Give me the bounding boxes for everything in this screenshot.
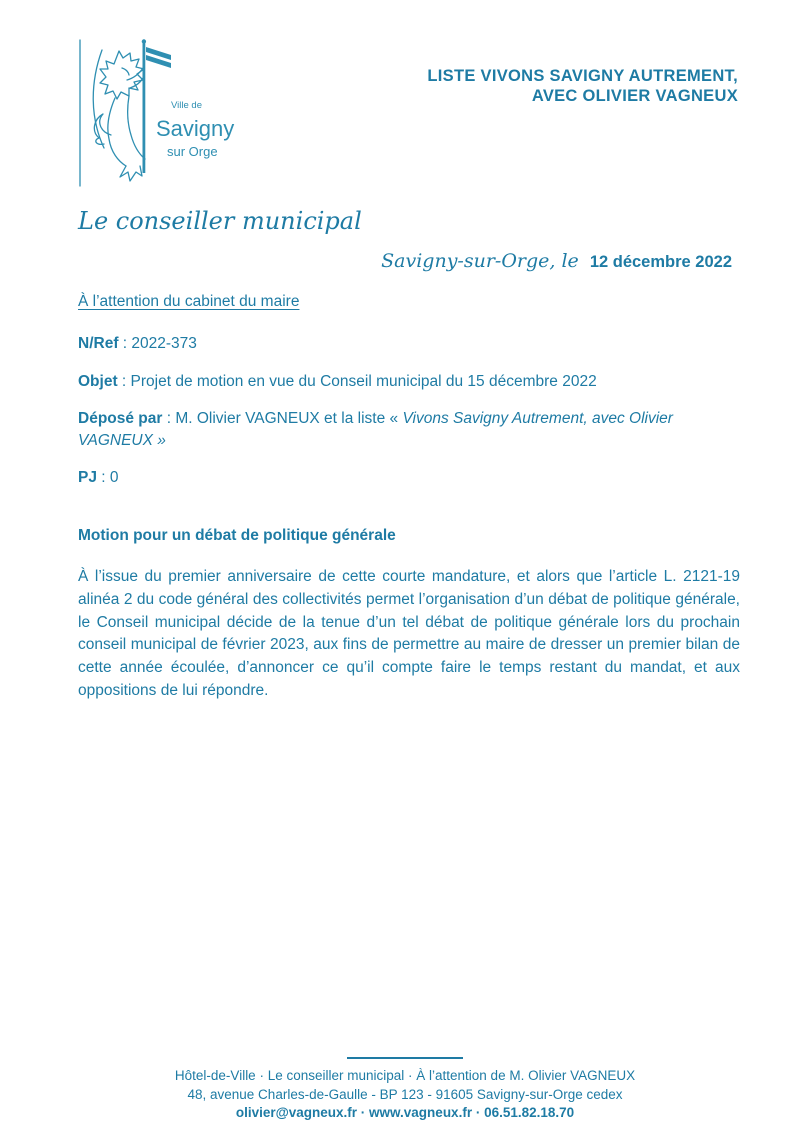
field-depose-par xyxy=(78,408,740,452)
logo-text-savigny: Savigny xyxy=(156,116,235,141)
field-pj-value: : 0 xyxy=(96,469,119,486)
field-nref xyxy=(78,333,197,355)
field-depose-prefix: : M. Olivier VAGNEUX et la liste « xyxy=(162,410,403,427)
dateline-date: 12 décembre 2022 xyxy=(589,253,732,271)
motion-paragraph: À l’issue du premier anniversaire de cette courte mandature, et alors que l’article L. 2121-19 alinéa 2 du code général des collectivités permet l’organisation d’un débat de politique générale, le Conseil municipal décide de la tenue d’un tel débat de politique générale lors du prochain conseil municipal de février 2023, aux fins de permettre au maire de dresser un premier bilan de cette année écoulée, d’annoncer ce qu’il compte faire le temps restant du mandat, et aux oppositions de lui répondre. xyxy=(78,568,740,699)
city-logo xyxy=(78,38,243,188)
field-depose-list-name: Vivons Savigny Autrement, avec Olivier VAGNEUX xyxy=(78,410,673,449)
list-name-block xyxy=(427,66,738,106)
field-depose-suffix: » xyxy=(152,432,166,449)
logo-text-sur-orge: sur Orge xyxy=(167,144,218,159)
footer-divider xyxy=(347,1057,463,1059)
sender-title: Le conseiller municipal xyxy=(78,207,362,235)
footer-line-contacts: olivier@vagneux.fr · www.vagneux.fr · 06.51.82.18.70 xyxy=(235,1105,575,1120)
lion-rampant-icon xyxy=(94,51,145,181)
motion-title: Motion pour un débat de politique générale xyxy=(78,527,396,544)
field-objet xyxy=(78,371,597,393)
dateline-place: Savigny-sur-Orge, le xyxy=(381,250,579,272)
field-objet-value: : Projet de motion en vue du Conseil municipal du 15 décembre 2022 xyxy=(117,373,597,390)
logo-text-ville-de: Ville de xyxy=(171,100,202,111)
field-pj-label: PJ xyxy=(78,469,97,486)
footer-line-address2: 48, avenue Charles-de-Gaulle - BP 123 - 91605 Savigny-sur-Orge cedex xyxy=(187,1086,623,1102)
page-footer xyxy=(0,1057,810,1123)
dateline xyxy=(381,250,732,272)
city-logo-graphic xyxy=(78,38,243,188)
recipient-line: À l’attention du cabinet du maire xyxy=(78,293,300,310)
field-depose-label: Déposé par xyxy=(78,410,163,427)
field-nref-value: : 2022-373 xyxy=(118,335,197,352)
field-pj xyxy=(78,467,119,489)
footer-line-address1: Hôtel-de-Ville · Le conseiller municipal · À l’attention de M. Olivier VAGNEUX xyxy=(174,1068,636,1083)
list-name-line2: AVEC OLIVIER VAGNEUX xyxy=(531,87,738,105)
field-objet-label: Objet xyxy=(78,373,118,390)
field-nref-label: N/Ref xyxy=(78,335,119,352)
list-name-line1: LISTE VIVONS SAVIGNY AUTREMENT, xyxy=(427,67,738,85)
